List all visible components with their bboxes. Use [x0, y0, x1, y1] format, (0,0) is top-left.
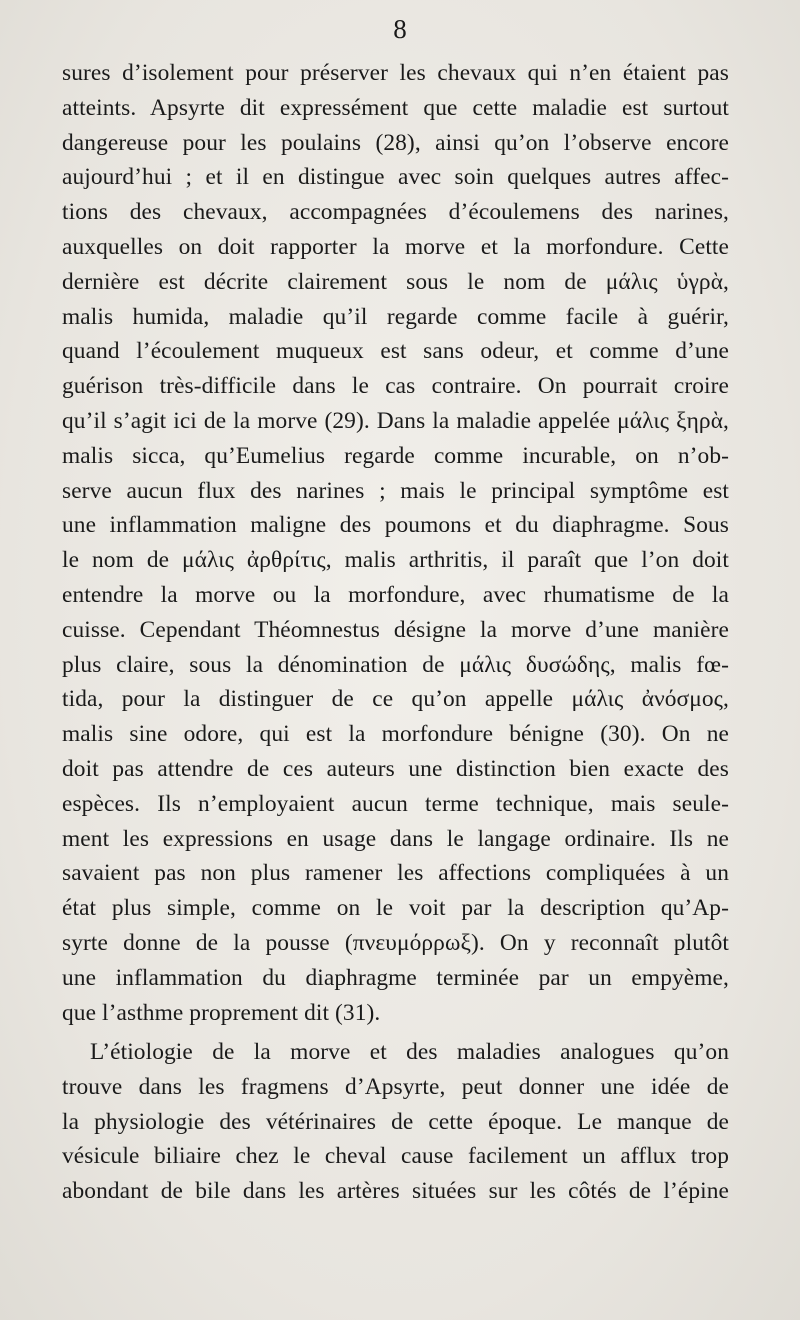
- text-line: sures d’isolement pour préserver les chevaux qui n’en étaient pas: [62, 60, 729, 86]
- text-line: tions des chevaux, accompagnées d’écoulemens des narines,: [62, 199, 729, 226]
- text-line: dangereuse pour les poulains (28), ainsi qu’on l’observe encore: [62, 129, 729, 156]
- text-line: espèces. Ils n’employaient aucun terme technique, mais seule-: [62, 790, 729, 817]
- text-line: atteints. Apsyrte dit expressément que cette maladie est surtout: [62, 94, 729, 121]
- text-line: malis sicca, qu’Eumelius regarde comme incurable, on n’ob-: [62, 442, 729, 469]
- text-line: état plus simple, comme on le voit par la description qu’Ap-: [62, 895, 729, 922]
- page-number: 8: [393, 14, 407, 44]
- text-line: aujourd’hui ; et il en distingue avec soin quelques autres affec-: [62, 164, 729, 191]
- text-line: quand l’écoulement muqueux est sans odeur, et comme d’une: [62, 338, 729, 365]
- text-line: abondant de bile dans les artères situées sur les côtés de l’épine: [62, 1178, 729, 1205]
- text-line: dernière est décrite clairement sous le nom de μάλις ὑγρὰ,: [62, 268, 729, 295]
- text-line: ment les expressions en usage dans le langage ordinaire. Ils ne: [62, 825, 729, 852]
- text-line: guérison très-difficile dans le cas contraire. On pourrait croire: [62, 373, 729, 400]
- text-line: cuisse. Cependant Théomnestus désigne la morve d’une manière: [62, 616, 729, 643]
- text-line: que l’asthme proprement dit (31).: [62, 999, 381, 1026]
- text-line: plus claire, sous la dénomination de μάλις δυσώδης, malis fœ-: [62, 651, 729, 678]
- text-line: syrte donne de la pousse (πνευμόρρωξ). On y reconnaît plutôt: [62, 929, 729, 956]
- text-line: malis sine odore, qui est la morfondure bénigne (30). On ne: [62, 721, 729, 748]
- paragraph-2: [62, 1035, 729, 1209]
- text-line: malis humida, maladie qu’il regarde comme facile à guérir,: [62, 303, 729, 330]
- text-line: auxquelles on doit rapporter la morve et la morfondure. Cette: [62, 233, 729, 260]
- text-line: entendre la morve ou la morfondure, avec rhumatisme de la: [62, 581, 729, 608]
- text-line: trouve dans les fragmens d’Apsyrte, peut donner une idée de: [62, 1073, 729, 1100]
- text-line: savaient pas non plus ramener les affections compliquées à un: [62, 860, 729, 887]
- text-line: serve aucun flux des narines ; mais le principal symptôme est: [62, 477, 729, 504]
- text-line: L’étiologie de la morve et des maladies analogues qu’on: [90, 1039, 729, 1065]
- paragraph-1: [62, 56, 729, 1030]
- text-line: la physiologie des vétérinaires de cette époque. Le manque de: [62, 1108, 729, 1135]
- text-line: le nom de μάλις ἀρθρίτις, malis arthritis, il paraît que l’on doit: [62, 547, 729, 574]
- text-line: une inflammation du diaphragme terminée par un empyème,: [62, 964, 729, 991]
- text-line: tida, pour la distinguer de ce qu’on appelle μάλις ἀνόσμος,: [62, 686, 729, 713]
- text-line: vésicule biliaire chez le cheval cause facilement un afflux trop: [62, 1143, 729, 1170]
- text-line: une inflammation maligne des poumons et du diaphragme. Sous: [62, 512, 729, 539]
- text-line: qu’il s’agit ici de la morve (29). Dans la maladie appelée μάλις ξηρὰ,: [62, 407, 729, 434]
- text-line: doit pas attendre de ces auteurs une distinction bien exacte des: [62, 755, 729, 782]
